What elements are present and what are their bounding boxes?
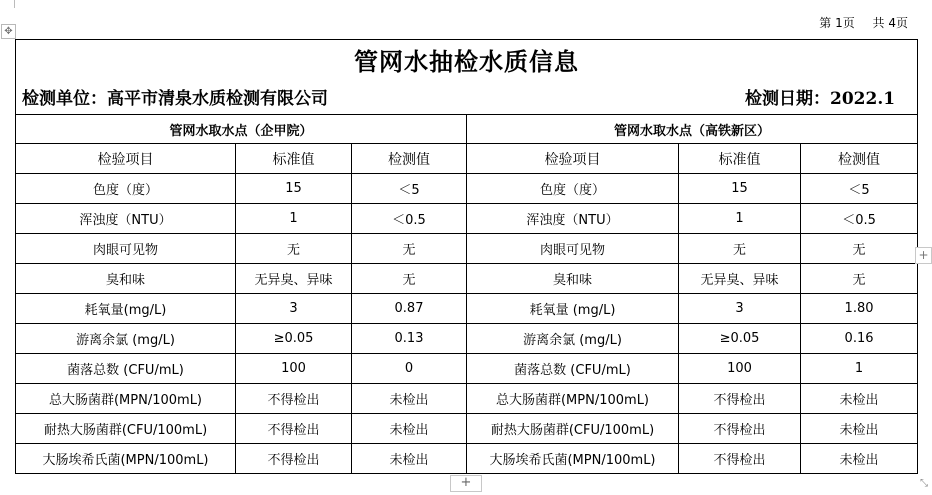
col-item-a: 检验项目 — [16, 144, 236, 174]
standard-cell: 3 — [236, 294, 352, 324]
testing-date: 检测日期：2022.1 — [745, 88, 896, 109]
standard-cell: 3 — [679, 294, 801, 324]
result-cell: 1.80 — [801, 294, 918, 324]
document-title: 管网水抽检水质信息 — [16, 40, 918, 79]
result-cell: 0.87 — [352, 294, 467, 324]
page-total: 共 4页 — [872, 16, 908, 30]
result-cell: ＜5 — [352, 174, 467, 204]
table-row — [16, 444, 918, 474]
info-row — [16, 78, 918, 115]
item-cell: 肉眼可见物 — [467, 234, 679, 264]
item-cell: 总大肠菌群(MPN/100mL) — [16, 384, 236, 414]
page-number: 第 1页 — [819, 16, 855, 30]
standard-cell: 不得检出 — [236, 444, 352, 474]
site-a-header: 管网水取水点（企甲院） — [16, 115, 467, 144]
item-cell: 大肠埃希氏菌(MPN/100mL) — [467, 444, 679, 474]
table-row — [16, 324, 918, 354]
table-row — [16, 264, 918, 294]
table-row — [16, 204, 918, 234]
result-cell: 未检出 — [801, 384, 918, 414]
table-row — [16, 174, 918, 204]
standard-cell: 1 — [679, 204, 801, 234]
table-row — [16, 414, 918, 444]
standard-cell: 无 — [679, 234, 801, 264]
table-move-handle-icon[interactable]: ✥ — [1, 24, 16, 39]
page-header — [819, 14, 908, 31]
result-cell: 0.13 — [352, 324, 467, 354]
item-cell: 浑浊度（NTU） — [467, 204, 679, 234]
standard-cell: 无异臭、异味 — [236, 264, 352, 294]
add-column-button[interactable]: + — [915, 247, 932, 264]
item-cell: 耐热大肠菌群(CFU/100mL) — [16, 414, 236, 444]
standard-cell: 1 — [236, 204, 352, 234]
result-cell: 无 — [352, 234, 467, 264]
page-corner-mark — [6, 0, 15, 8]
result-cell: 未检出 — [352, 384, 467, 414]
item-cell: 色度（度） — [16, 174, 236, 204]
result-cell: 未检出 — [801, 444, 918, 474]
col-val-b: 检测值 — [801, 144, 918, 174]
standard-cell: ≥0.05 — [679, 324, 801, 354]
standard-cell: 不得检出 — [236, 414, 352, 444]
item-cell: 菌落总数 (CFU/mL) — [16, 354, 236, 384]
item-cell: 臭和味 — [16, 264, 236, 294]
standard-cell: ≥0.05 — [236, 324, 352, 354]
standard-cell: 无 — [236, 234, 352, 264]
result-cell: ＜0.5 — [801, 204, 918, 234]
standard-cell: 15 — [679, 174, 801, 204]
standard-cell: 不得检出 — [679, 444, 801, 474]
col-val-a: 检测值 — [352, 144, 467, 174]
result-cell: 未检出 — [801, 414, 918, 444]
result-cell: 1 — [801, 354, 918, 384]
site-b-header: 管网水取水点（高铁新区） — [467, 115, 918, 144]
standard-cell: 无异臭、异味 — [679, 264, 801, 294]
item-cell: 色度（度） — [467, 174, 679, 204]
item-cell: 耐热大肠菌群(CFU/100mL) — [467, 414, 679, 444]
item-cell: 浑浊度（NTU） — [16, 204, 236, 234]
table-row — [16, 384, 918, 414]
add-row-button[interactable]: + — [450, 475, 482, 492]
item-cell: 臭和味 — [467, 264, 679, 294]
table-row — [16, 354, 918, 384]
item-cell: 总大肠菌群(MPN/100mL) — [467, 384, 679, 414]
col-std-a: 标准值 — [236, 144, 352, 174]
col-item-b: 检验项目 — [467, 144, 679, 174]
item-cell: 游离余氯 (mg/L) — [467, 324, 679, 354]
result-cell: 0.16 — [801, 324, 918, 354]
result-cell: ＜0.5 — [352, 204, 467, 234]
standard-cell: 15 — [236, 174, 352, 204]
standard-cell: 100 — [236, 354, 352, 384]
col-std-b: 标准值 — [679, 144, 801, 174]
result-cell: 无 — [352, 264, 467, 294]
table-row — [16, 294, 918, 324]
item-cell: 耗氧量(mg/L) — [16, 294, 236, 324]
standard-cell: 100 — [679, 354, 801, 384]
table-resize-handle-icon[interactable]: ⤡ — [920, 478, 928, 489]
result-cell: 未检出 — [352, 444, 467, 474]
testing-unit: 检测单位：高平市清泉水质检测有限公司 — [22, 88, 328, 109]
item-cell: 大肠埃希氏菌(MPN/100mL) — [16, 444, 236, 474]
result-cell: 无 — [801, 234, 918, 264]
result-cell: 无 — [801, 264, 918, 294]
standard-cell: 不得检出 — [679, 414, 801, 444]
result-cell: 未检出 — [352, 414, 467, 444]
standard-cell: 不得检出 — [236, 384, 352, 414]
item-cell: 耗氧量 (mg/L) — [467, 294, 679, 324]
standard-cell: 不得检出 — [679, 384, 801, 414]
result-cell: ＜5 — [801, 174, 918, 204]
item-cell: 游离余氯 (mg/L) — [16, 324, 236, 354]
water-quality-table — [15, 39, 918, 474]
table-row — [16, 234, 918, 264]
item-cell: 肉眼可见物 — [16, 234, 236, 264]
result-cell: 0 — [352, 354, 467, 384]
item-cell: 菌落总数 (CFU/mL) — [467, 354, 679, 384]
